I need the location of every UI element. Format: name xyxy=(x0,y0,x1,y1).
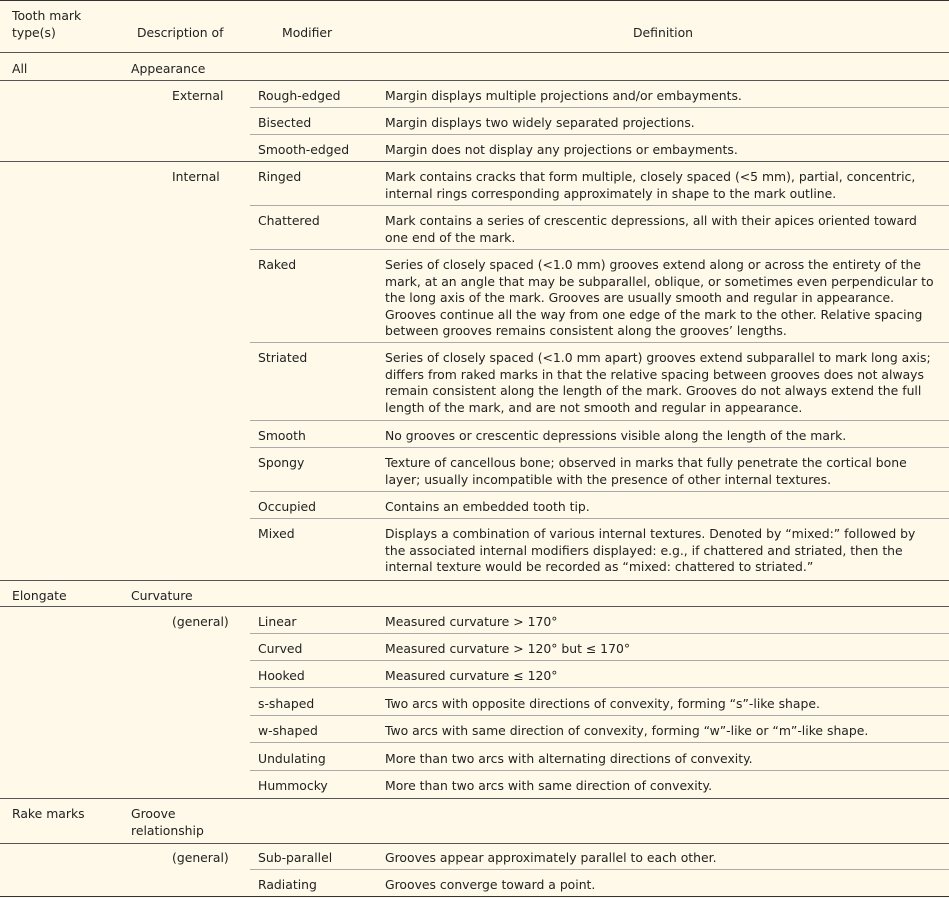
row-separator xyxy=(250,249,949,250)
row-separator xyxy=(250,447,949,448)
modifier-striated: Striated xyxy=(258,350,308,365)
row-separator xyxy=(250,134,949,135)
modifier-bisected: Bisected xyxy=(258,115,312,130)
modifier-spongy: Spongy xyxy=(258,455,305,470)
row-separator xyxy=(250,420,949,421)
modifier-occupied: Occupied xyxy=(258,499,317,514)
type-elongate: Elongate xyxy=(12,588,67,603)
row-separator xyxy=(250,869,949,870)
modifier-smooth-edged: Smooth-edged xyxy=(258,142,350,157)
definition-spongy: Texture of cancellous bone; observed in marks that fully penetrate the cortical bone layer; usually incompatible with the presence of other internal textures. xyxy=(385,455,907,487)
modifier-hummocky: Hummocky xyxy=(258,778,328,793)
modifier-radiating: Radiating xyxy=(258,877,317,892)
definition-curved: Measured curvature > 120° but ≤ 170° xyxy=(385,641,631,656)
definition-smooth-edged: Margin does not display any projections or embayments. xyxy=(385,142,738,157)
sub-general-groove: (general) xyxy=(172,850,229,865)
row-separator xyxy=(250,491,949,492)
section-rule xyxy=(0,580,949,581)
definition-chattered: Mark contains a series of crescentic depressions, all with their apices oriented toward one end of the mark. xyxy=(385,213,917,245)
modifier-s-shaped: s-shaped xyxy=(258,696,315,711)
desc-appearance: Appearance xyxy=(131,61,206,76)
row-separator xyxy=(250,107,949,108)
definition-s-shaped: Two arcs with opposite directions of convexity, forming “s”-like shape. xyxy=(385,696,820,711)
header-modifier: Modifier xyxy=(282,25,333,40)
modifier-rough-edged: Rough-edged xyxy=(258,88,341,103)
definition-rough-edged: Margin displays multiple projections and/or embayments. xyxy=(385,88,742,103)
modifier-hooked: Hooked xyxy=(258,668,305,683)
row-separator xyxy=(250,518,949,519)
row-separator xyxy=(250,342,949,343)
desc-groove-relationship: Groove relationship xyxy=(131,806,204,838)
definition-w-shaped: Two arcs with same direction of convexity, forming “w”-like or “m”-like shape. xyxy=(385,723,869,738)
row-separator xyxy=(250,633,949,634)
sub-general-curvature: (general) xyxy=(172,614,229,629)
modifier-mixed: Mixed xyxy=(258,526,295,541)
definition-sub-parallel: Grooves appear approximately parallel to each other. xyxy=(385,850,717,865)
definition-mixed: Displays a combination of various internal textures. Denoted by “mixed:” followed by the associated internal modifiers displayed: e.g., if chattered and striated, then the internal texture would be recorded as “mixed: chattered to striated.” xyxy=(385,526,916,575)
definition-smooth: No grooves or crescentic depressions visible along the length of the mark. xyxy=(385,428,847,443)
modifier-undulating: Undulating xyxy=(258,751,326,766)
row-separator xyxy=(250,770,949,771)
modifier-chattered: Chattered xyxy=(258,213,320,228)
definition-hooked: Measured curvature ≤ 120° xyxy=(385,668,558,683)
table-top-rule xyxy=(0,0,949,1)
row-separator xyxy=(250,742,949,743)
definition-radiating: Grooves converge toward a point. xyxy=(385,877,596,892)
modifier-w-shaped: w-shaped xyxy=(258,723,318,738)
modifier-linear: Linear xyxy=(258,614,297,629)
definition-undulating: More than two arcs with alternating directions of convexity. xyxy=(385,751,753,766)
modifier-ringed: Ringed xyxy=(258,169,302,184)
sub-internal: Internal xyxy=(172,169,220,184)
desc-curvature: Curvature xyxy=(131,588,193,603)
row-rule xyxy=(0,606,949,607)
section-rule xyxy=(0,798,949,799)
header-bottom-rule xyxy=(0,52,949,53)
definition-bisected: Margin displays two widely separated projections. xyxy=(385,115,695,130)
row-separator xyxy=(250,715,949,716)
group-rule xyxy=(0,161,949,162)
header-definition: Definition xyxy=(633,25,693,40)
row-separator xyxy=(250,660,949,661)
row-separator xyxy=(250,687,949,688)
modifier-smooth: Smooth xyxy=(258,428,306,443)
type-all: All xyxy=(12,61,28,76)
modifier-raked: Raked xyxy=(258,257,297,272)
header-description-of: Description of xyxy=(137,25,224,40)
table-bottom-rule xyxy=(0,896,949,897)
definition-occupied: Contains an embedded tooth tip. xyxy=(385,499,590,514)
definition-hummocky: More than two arcs with same direction of convexity. xyxy=(385,778,713,793)
row-rule xyxy=(0,843,949,844)
modifier-curved: Curved xyxy=(258,641,303,656)
definition-raked: Series of closely spaced (<1.0 mm) grooves extend along or across the entirety of the mark, at an angle that may be subparallel, oblique, or sometimes even perpendicular to the long axis of the mark. Grooves are usually smooth and regular in appearance. Grooves continue all the way from one edge of the mark to the other. Relative spacing between grooves remains consistent along the grooves’ lengths. xyxy=(385,257,934,339)
sub-external: External xyxy=(172,88,224,103)
definition-linear: Measured curvature > 170° xyxy=(385,614,558,629)
header-tooth-mark-type: Tooth mark type(s) xyxy=(12,8,82,40)
modifier-sub-parallel: Sub-parallel xyxy=(258,850,333,865)
row-separator xyxy=(250,205,949,206)
definition-striated: Series of closely spaced (<1.0 mm apart) grooves extend subparallel to mark long axis; differs from raked marks in that the relative spacing between grooves does not always remain consistent along the length of the mark. Grooves do not always extend the full length of the mark, and are not smooth and regular in appearance. xyxy=(385,350,931,415)
row-rule xyxy=(0,80,949,81)
definition-ringed: Mark contains cracks that form multiple, closely spaced (<5 mm), partial, concentric, internal rings corresponding approximately in shape to the mark outline. xyxy=(385,169,916,201)
type-rake-marks: Rake marks xyxy=(12,806,85,821)
